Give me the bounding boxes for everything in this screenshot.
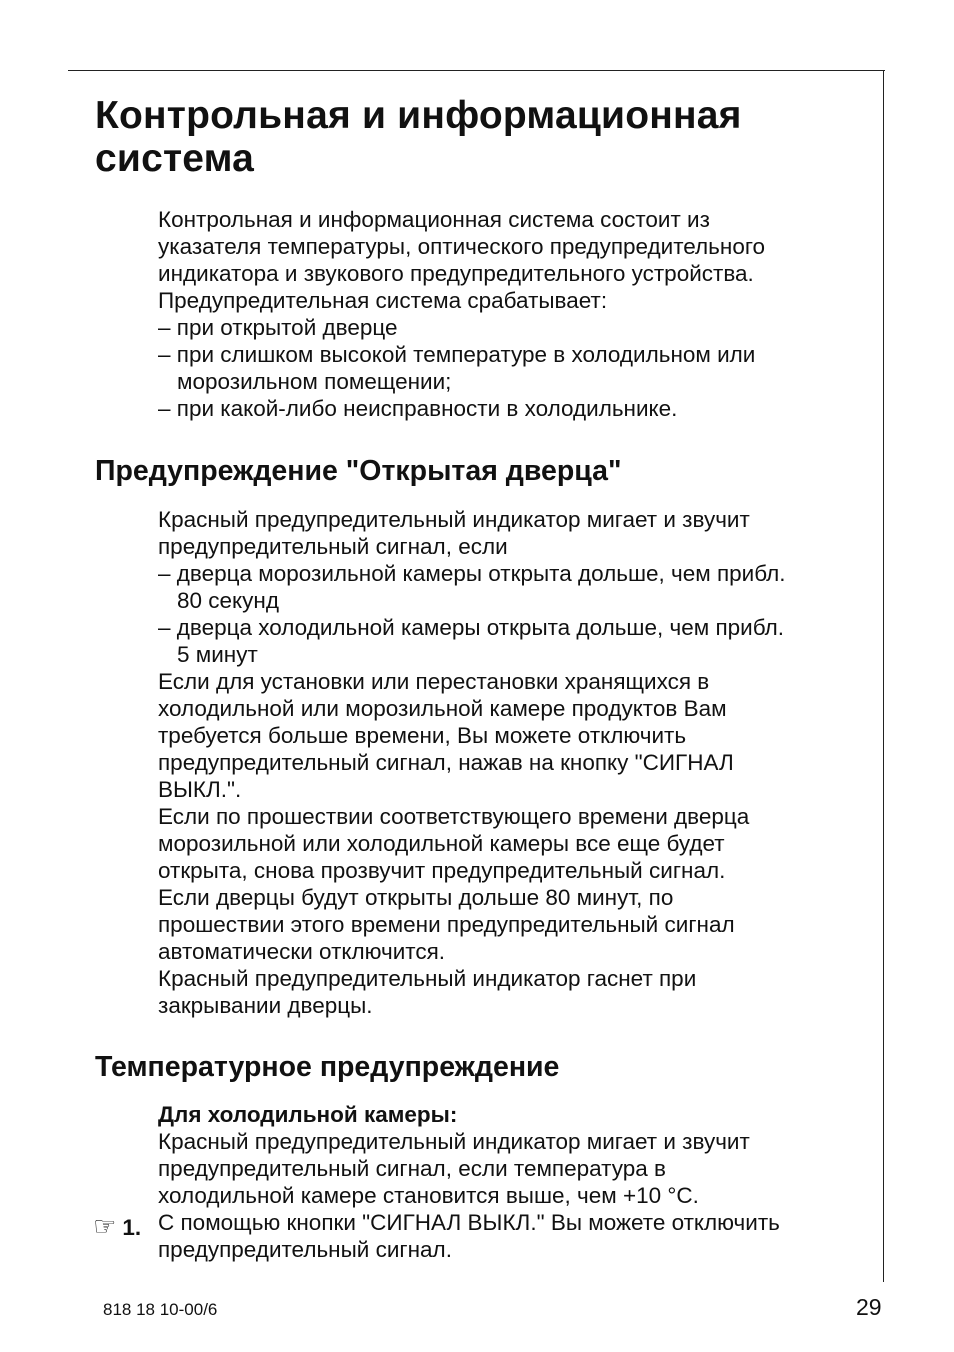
text-line: Контрольная и информационная система состоит из [158, 207, 710, 232]
page-title-line: система [95, 137, 255, 180]
page-title [95, 94, 855, 180]
list-item: – дверца холодильной камеры открыта дольше, чем прибл. [158, 615, 784, 640]
text-line: Если для установки или перестановки хранящихся в [158, 669, 710, 694]
text-line: Предупредительная система срабатывает: [158, 288, 608, 313]
text-line: Красный предупредительный индикатор гаснет при [158, 966, 697, 991]
text-line: предупредительный сигнал, если температура в [158, 1156, 666, 1181]
step-marker [93, 1213, 141, 1241]
text-line: холодильной камере становится выше, чем +10 °C. [158, 1183, 699, 1208]
page-number: 29 [856, 1294, 882, 1320]
section-heading-temperature-warning: Температурное предупреждение [95, 1051, 560, 1083]
text-line: Красный предупредительный индикатор мигает и звучит [158, 507, 750, 532]
pointing-hand-icon: ☞ [93, 1211, 117, 1241]
text-line: Красный предупредительный индикатор мигает и звучит [158, 1129, 750, 1154]
text-line: прошествии этого времени предупредительный сигнал [158, 912, 735, 937]
text-line: автоматически отключится. [158, 939, 446, 964]
text-line: холодильной или морозильной камере продуктов Вам [158, 696, 727, 721]
top-border-rule [68, 70, 885, 71]
text-line: морозильной или холодильной камеры все еще будет [158, 831, 725, 856]
step-text: предупредительный сигнал. [158, 1237, 452, 1262]
text-line: требуется больше времени, Вы можете отключить [158, 723, 687, 748]
step-number: 1. [122, 1215, 142, 1240]
temperature-warning-paragraph [158, 1101, 863, 1263]
text-line: ВЫКЛ.". [158, 777, 242, 802]
text-line: Если дверцы будут открыты дольше 80 минут, по [158, 885, 674, 910]
list-item: – при открытой дверце [158, 315, 398, 340]
page-title-line: Контрольная и информационная [95, 94, 742, 137]
text-line: предупредительный сигнал, нажав на кнопку "СИГНАЛ [158, 750, 734, 775]
list-item: – при слишком высокой температуре в холодильном или [158, 342, 756, 367]
text-line: указателя температуры, оптического предупредительного [158, 234, 766, 259]
text-line: открыта, снова прозвучит предупредительный сигнал. [158, 858, 726, 883]
text-line: индикатора и звукового предупредительного устройства. [158, 261, 754, 286]
list-item-continuation: морозильном помещении; [177, 369, 452, 394]
text-line: предупредительный сигнал, если [158, 534, 508, 559]
door-warning-paragraph [158, 506, 863, 1019]
list-item-continuation: 5 минут [177, 642, 258, 667]
text-line: Если по прошествии соответствующего времени дверца [158, 804, 750, 829]
text-line: закрывании дверцы. [158, 993, 373, 1018]
step-text: С помощью кнопки "СИГНАЛ ВЫКЛ." Вы можете отключить [158, 1210, 780, 1235]
list-item: – при какой-либо неисправности в холодильнике. [158, 396, 678, 421]
right-border-rule [883, 70, 884, 1282]
subheading-fridge-compartment: Для холодильной камеры: [158, 1102, 458, 1127]
list-item: – дверца морозильной камеры открыта дольше, чем прибл. [158, 561, 786, 586]
intro-paragraph [158, 206, 863, 422]
list-item-continuation: 80 секунд [177, 588, 279, 613]
section-heading-door-warning: Предупреждение "Открытая дверца" [95, 455, 622, 487]
document-code: 818 18 10-00/6 [103, 1300, 218, 1319]
